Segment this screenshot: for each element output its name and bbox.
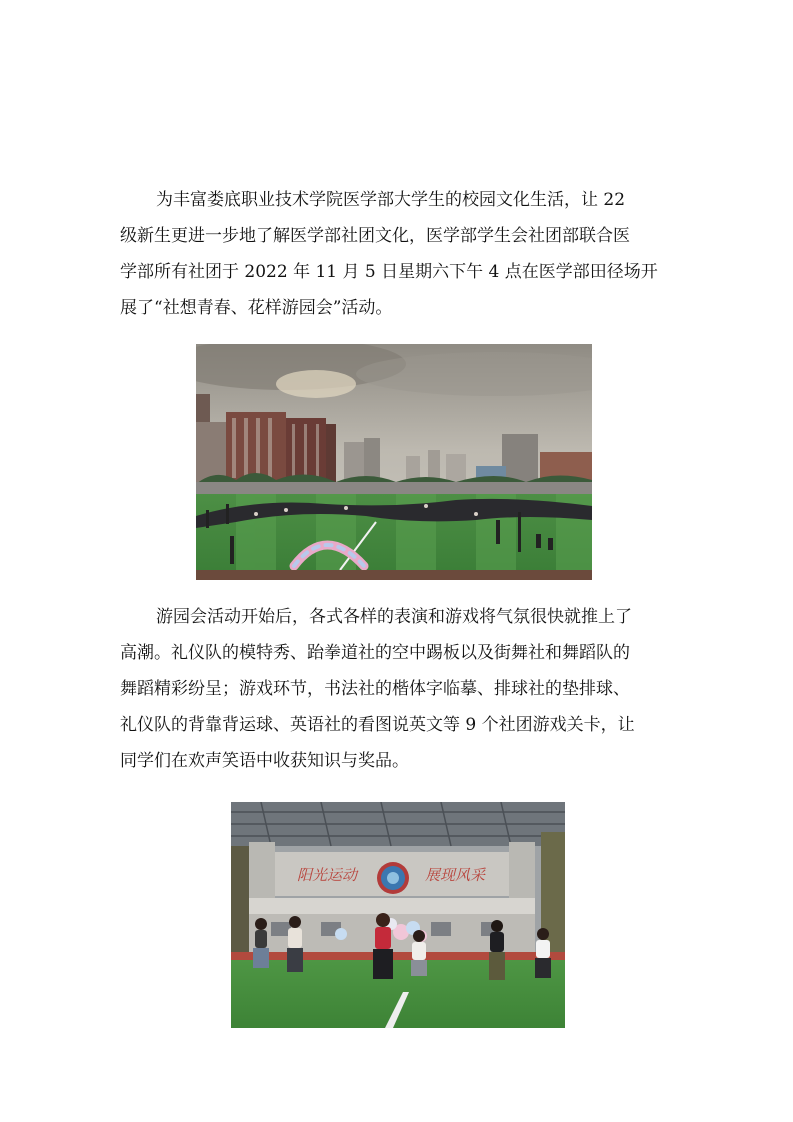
text-line: 游园会活动开始后，各式各样的表演和游戏将气氛很快就推上了 [156, 607, 632, 627]
field-crowd-image [196, 344, 592, 580]
text-line: 同学们在欢声笑语中收获知识与奖品。 [120, 751, 409, 771]
text-line: 为丰富娄底职业技术学院医学部大学生的校园文化生活，让 22 [156, 190, 626, 210]
intro-paragraph [120, 182, 676, 326]
banner-right-text: 展现风采 [425, 866, 486, 884]
text-line: 学部所有社团于 2022 年 11 月 5 日星期六下午 4 点在医学部田径场开 [120, 262, 658, 282]
text-line: 舞蹈精彩纷呈；游戏环节，书法社的楷体字临摹、排球社的垫排球、 [120, 679, 630, 699]
dance-performance-photo [231, 802, 565, 1028]
text-line: 展了“社想青春、花样游园会”活动。 [120, 298, 393, 318]
text-line: 礼仪队的背靠背运球、英语社的看图说英文等 9 个社团游戏关卡，让 [120, 715, 635, 735]
text-line: 高潮。礼仪队的模特秀、跆拳道社的空中踢板以及街舞社和舞蹈队的 [120, 643, 630, 663]
activities-paragraph [120, 599, 676, 779]
text-line: 级新生更进一步地了解医学部社团文化，医学部学生会社团部联合医 [120, 226, 630, 246]
dance-performance-image [231, 802, 565, 1028]
banner-left-text: 阳光运动 [297, 866, 358, 884]
field-crowd-photo [196, 344, 592, 580]
